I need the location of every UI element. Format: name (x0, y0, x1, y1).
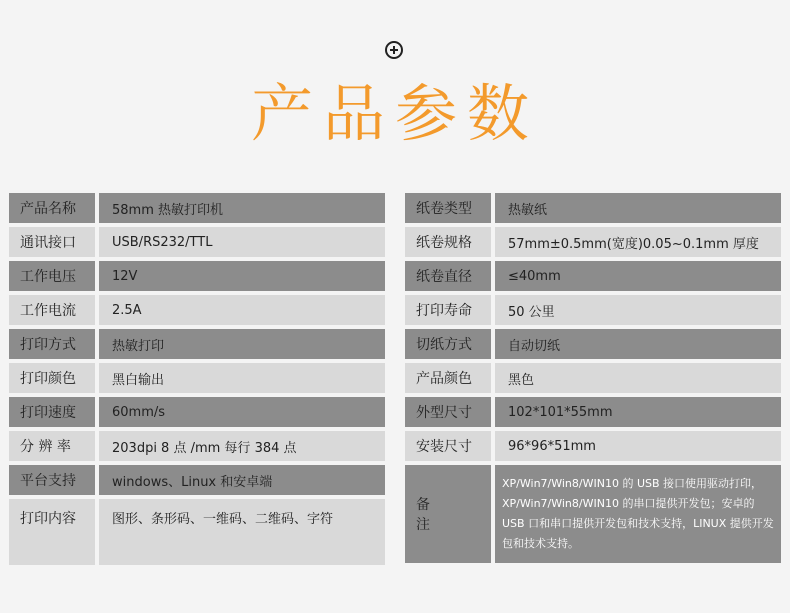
row-label: 安装尺寸 (405, 431, 491, 461)
spec-table-right (405, 193, 781, 567)
row-label: 纸卷规格 (405, 227, 491, 257)
row-value: 203dpi 8 点 /mm 每行 384 点 (99, 431, 385, 461)
table-row (9, 295, 385, 325)
table-row (405, 397, 781, 427)
table-row (405, 465, 781, 563)
row-label: 打印方式 (9, 329, 95, 359)
row-value: 57mm±0.5mm(宽度)0.05~0.1mm 厚度 (495, 227, 781, 257)
table-row (405, 261, 781, 291)
row-label: 打印寿命 (405, 295, 491, 325)
row-label: 打印颜色 (9, 363, 95, 393)
row-value: 自动切纸 (495, 329, 781, 359)
row-value: 热敏打印 (99, 329, 385, 359)
row-label: 平台支持 (9, 465, 95, 495)
row-label: 通讯接口 (9, 227, 95, 257)
row-label: 外型尺寸 (405, 397, 491, 427)
table-row (9, 261, 385, 291)
row-value: 12V (99, 261, 385, 291)
row-label: 产品颜色 (405, 363, 491, 393)
row-label: 打印内容 (9, 499, 95, 565)
row-value: 96*96*51mm (495, 431, 781, 461)
row-value: 102*101*55mm (495, 397, 781, 427)
row-value: 58mm 热敏打印机 (99, 193, 385, 223)
table-row (405, 431, 781, 461)
table-row (405, 193, 781, 223)
row-label: 纸卷类型 (405, 193, 491, 223)
row-label: 分 辨 率 (9, 431, 95, 461)
row-label: 工作电流 (9, 295, 95, 325)
table-row (405, 227, 781, 257)
table-row (405, 295, 781, 325)
table-row (9, 431, 385, 461)
row-value: 2.5A (99, 295, 385, 325)
row-label: 工作电压 (9, 261, 95, 291)
row-label: 切纸方式 (405, 329, 491, 359)
table-row (405, 363, 781, 393)
table-row (9, 363, 385, 393)
row-value: 黑色 (495, 363, 781, 393)
row-value: 黑白输出 (99, 363, 385, 393)
table-row (405, 329, 781, 359)
row-value: windows、Linux 和安卓端 (99, 465, 385, 495)
page-title: 产品参数 (250, 77, 539, 150)
row-value: 热敏纸 (495, 193, 781, 223)
row-value: 图形、条形码、一维码、二维码、字符 (99, 499, 385, 565)
table-row (9, 465, 385, 495)
table-row (9, 397, 385, 427)
row-value: 60mm/s (99, 397, 385, 427)
table-row (9, 193, 385, 223)
spec-table-left (9, 193, 385, 569)
plus-circle-icon (385, 41, 403, 59)
row-value: ≤40mm (495, 261, 781, 291)
row-label: 纸卷直径 (405, 261, 491, 291)
row-label: 产品名称 (9, 193, 95, 223)
row-label: 打印速度 (9, 397, 95, 427)
row-label: 备 注 (405, 465, 491, 563)
table-row (9, 227, 385, 257)
row-value: 50 公里 (495, 295, 781, 325)
row-value: USB/RS232/TTL (99, 227, 385, 257)
table-row (9, 329, 385, 359)
table-row (9, 499, 385, 565)
row-value: XP/Win7/Win8/WIN10 的 USB 接口使用驱动打印，XP/Win7/Win8/WIN10 的串口提供开发包；安卓的 USB 口和串口提供开发包和技术支持，LINUX 提供开发包和技术支持。 (495, 465, 781, 563)
